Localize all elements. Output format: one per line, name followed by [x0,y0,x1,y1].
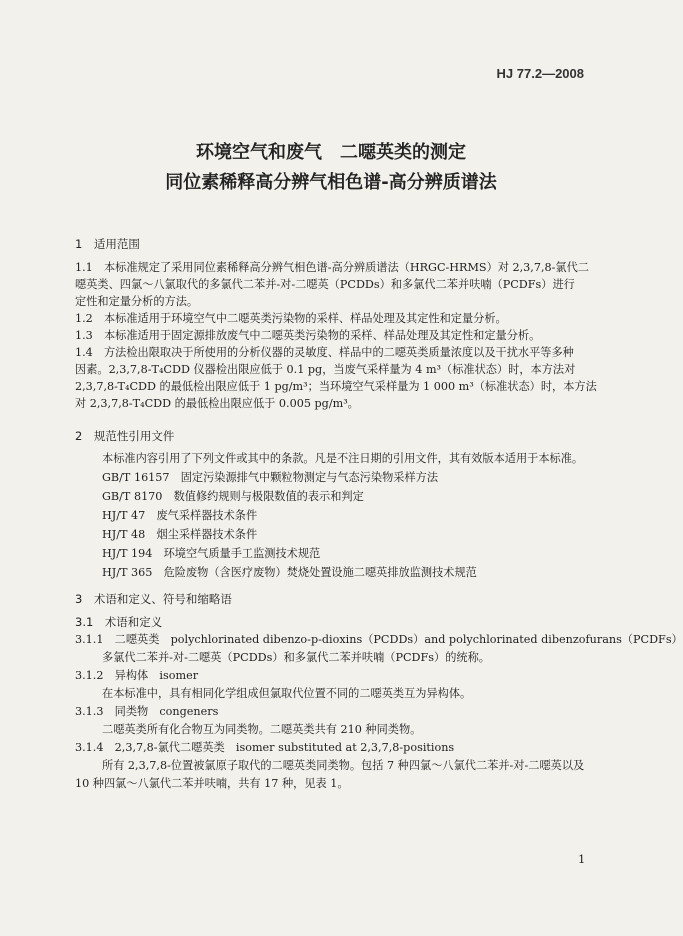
reference-item: HJ/T 47 废气采样器技术条件 [102,509,258,522]
document-title-line1: 环境空气和废气 二噁英类的测定 [196,142,466,163]
paragraph-1-3: 1.3 本标准适用于固定源排放废气中二噁英类污染物的采样、样品处理及其定性和定量分析。 [75,329,541,342]
definition-3-1-1-text: 多氯代二苯并-对-二噁英（PCDDs）和多氯代二苯并呋喃（PCDFs）的统称。 [102,651,490,664]
reference-item: GB/T 8170 数值修约规则与极限数值的表示和判定 [102,490,364,503]
definition-3-1-2-text: 在本标准中，具有相同化学组成但氯取代位置不同的二噁英类互为异构体。 [102,687,472,700]
section-2-heading: 2 规范性引用文件 [75,429,175,443]
definition-3-1-1-term: 3.1.1 二噁英类 polychlorinated dibenzo-p-dioxins（PCDDs）and polychlorinated dibenzofurans（PCDFs） [75,633,683,646]
paragraph-1-1-line1: 1.1 本标准规定了采用同位素稀释高分辨气相色谱-高分辨质谱法（HRGC-HRMS）对 2,3,7,8-氯代二 [75,261,589,274]
definition-3-1-4-text-line2: 10 种四氯～八氯代二苯并呋喃，共有 17 种，见表 1。 [75,777,349,790]
definition-3-1-2-term: 3.1.2 异构体 isomer [75,669,199,682]
reference-item: GB/T 16157 固定污染源排气中颗粒物测定与气态污染物采样方法 [102,471,439,484]
section-2-intro: 本标准内容引用了下列文件或其中的条款。凡是不注日期的引用文件，其有效版本适用于本标准。 [102,452,584,465]
document-title-line2: 同位素稀释高分辨气相色谱-高分辨质谱法 [165,172,497,193]
paragraph-1-1-line3: 定性和定量分析的方法。 [75,295,199,308]
paragraph-1-1-line2: 噁英类、四氯～八氯取代的多氯代二苯并-对-二噁英（PCDDs）和多氯代二苯并呋喃（PCDFs）进行 [75,278,575,291]
section-3-heading: 3 术语和定义、符号和缩略语 [75,592,232,606]
paragraph-1-2: 1.2 本标准适用于环境空气中二噁英类污染物的采样、样品处理及其定性和定量分析。 [75,312,507,325]
page-number: 1 [578,852,586,866]
section-1-heading: 1 适用范围 [75,237,140,251]
definition-3-1-3-text: 二噁英类所有化合物互为同类物。二噁英类共有 210 种同类物。 [102,723,422,736]
standard-code: HJ 77.2—2008 [496,66,584,81]
paragraph-1-4-line4: 对 2,3,7,8-T₄CDD 的最低检出限应低于 0.005 pg/m³。 [75,397,359,410]
reference-item: HJ/T 194 环境空气质量手工监测技术规范 [102,547,321,560]
subsection-3-1-heading: 3.1 术语和定义 [75,615,163,629]
reference-item: HJ/T 365 危险废物（含医疗废物）焚烧处置设施二噁英排放监测技术规范 [102,566,477,579]
definition-3-1-4-term: 3.1.4 2,3,7,8-氯代二噁英类 isomer substituted at 2,3,7,8-positions [75,741,455,754]
paragraph-1-4-line2: 因素。2,3,7,8-T₄CDD 仪器检出限应低于 0.1 pg，当废气采样量为 4 m³（标准状态）时，本方法对 [75,363,576,376]
paragraph-1-4-line3: 2,3,7,8-T₄CDD 的最低检出限应低于 1 pg/m³；当环境空气采样量为 1 000 m³（标准状态）时，本方法 [75,380,597,393]
definition-3-1-4-text-line1: 所有 2,3,7,8-位置被氯原子取代的二噁英类同类物。包括 7 种四氯～八氯代二苯并-对-二噁英以及 [102,759,585,772]
paragraph-1-4-line1: 1.4 方法检出限取决于所使用的分析仪器的灵敏度、样品中的二噁英类质量浓度以及干扰水平等多种 [75,346,574,359]
reference-item: HJ/T 48 烟尘采样器技术条件 [102,528,258,541]
definition-3-1-3-term: 3.1.3 同类物 congeners [75,705,219,718]
